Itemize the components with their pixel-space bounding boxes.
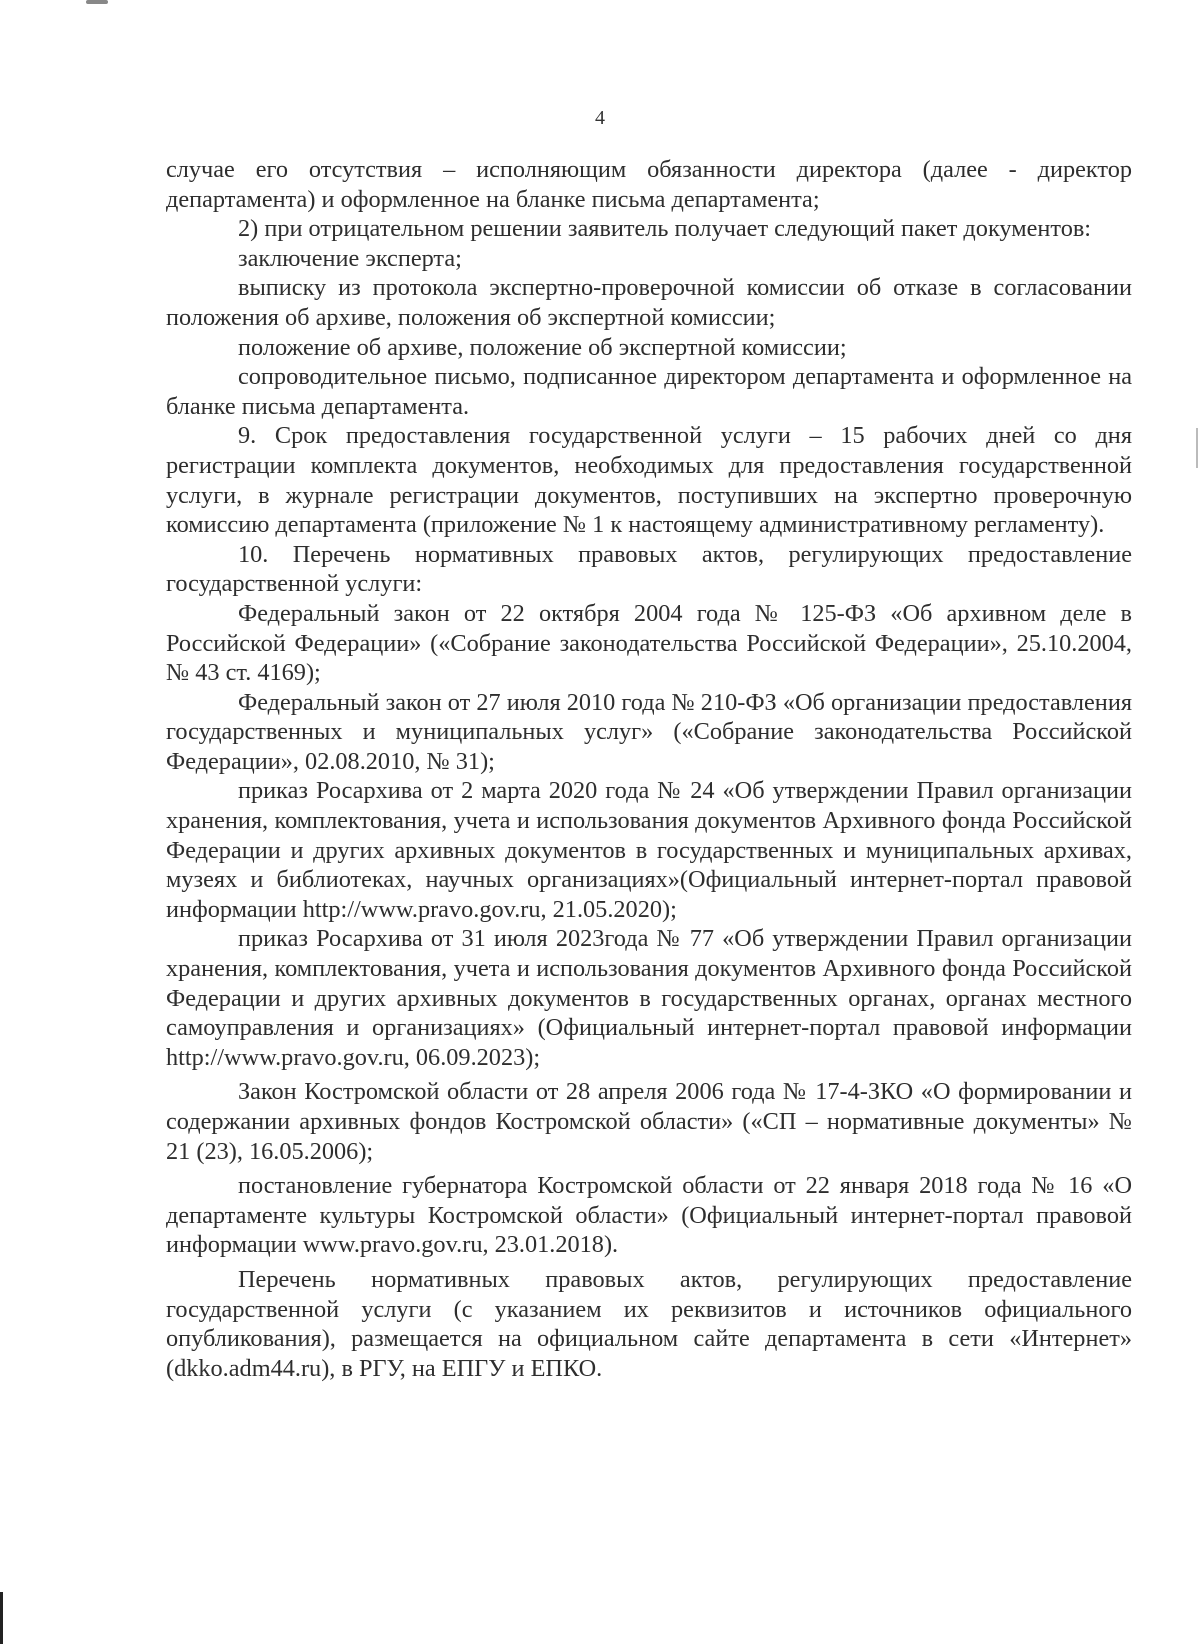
paragraph: Закон Костромской области от 28 апреля 2006 года № 17-4-ЗКО «О формировании и содержании архивных фондов Костромской области» («СП – нормативные документы» № 21 (23), 16.05.2006);	[166, 1078, 1132, 1165]
paragraph: Перечень нормативных правовых актов, регулирующих предоставление государственной услуги (с указанием их реквизитов и источников официального опубликования), размещается на официальном сайте департамента в сети «Интернет» (dkko.adm44.ru), в РГУ, на ЕПГУ и ЕПКО.	[166, 1265, 1132, 1382]
paragraph: заключение эксперта;	[238, 244, 462, 272]
scan-mark-top-left	[86, 0, 108, 4]
paragraph: 10. Перечень нормативных правовых актов, регулирующих предоставление государственной услуги:	[166, 540, 1132, 598]
paragraph: сопроводительное письмо, подписанное директором департамента и оформленное на бланке письма департамента.	[166, 363, 1132, 420]
paragraph: приказ Росархива от 31 июля 2023года № 77 «Об утверждении Правил организации хранения, комплектования, учета и использования документов Архивного фонда Российской Федерации и других архивных документов в государственных органах, органах местного самоуправления и организациях» (Официальный интернет-портал правовой информации http://www.pravo.gov.ru, 06.09.2023);	[166, 925, 1132, 1071]
paragraph: случае его отсутствия – исполняющим обязанности директора (далее - директор департамента) и оформленное на бланке письма департамента;	[166, 156, 1132, 213]
paragraph: положение об архиве, положение об экспертной комиссии;	[238, 333, 847, 361]
paragraph: 9. Срок предоставления государственной услуги – 15 рабочих дней со дня регистрации комплекта документов, необходимых для предоставления государственной услуги, в журнале регистрации документов, поступивших на экспертно проверочную комиссию департамента (приложение № 1 к настоящему административному регламенту).	[166, 422, 1132, 539]
paragraph: 2) при отрицательном решении заявитель получает следующий пакет документов:	[238, 215, 1092, 243]
page-number: 4	[595, 107, 605, 129]
paragraph: приказ Росархива от 2 марта 2020 года № 24 «Об утверждении Правил организации хранения, комплектования, учета и использования документов Архивного фонда Российской Федерации и других архивных документов в государственных и муниципальных архивах, музеях и библиотеках, научных организациях»(Официальный интернет-портал правовой информации http://www.pravo.gov.ru, 21.05.2020);	[166, 777, 1132, 923]
scan-mark-right-edge	[1196, 428, 1198, 468]
paragraph: постановление губернатора Костромской области от 22 января 2018 года № 16 «О департаменте культуры Костромской области» (Официальный интернет-портал правовой информации www.pravo.gov.ru, 23.01.2018).	[166, 1172, 1132, 1259]
document-body	[166, 155, 1132, 1383]
paragraph: Федеральный закон от 27 июля 2010 года № 210-ФЗ «Об организации предоставления государственных и муниципальных услуг» («Собрание законодательства Российской Федерации», 02.08.2010, № 31);	[166, 688, 1132, 775]
scan-mark-left-edge	[0, 1592, 3, 1644]
paragraph: выписку из протокола экспертно-проверочной комиссии об отказе в согласовании положения об архиве, положения об экспертной комиссии;	[166, 274, 1132, 331]
paragraph: Федеральный закон от 22 октября 2004 года № 125-ФЗ «Об архивном деле в Российской Федерации» («Собрание законодательства Российской Федерации», 25.10.2004, № 43 ст. 4169);	[166, 599, 1132, 687]
